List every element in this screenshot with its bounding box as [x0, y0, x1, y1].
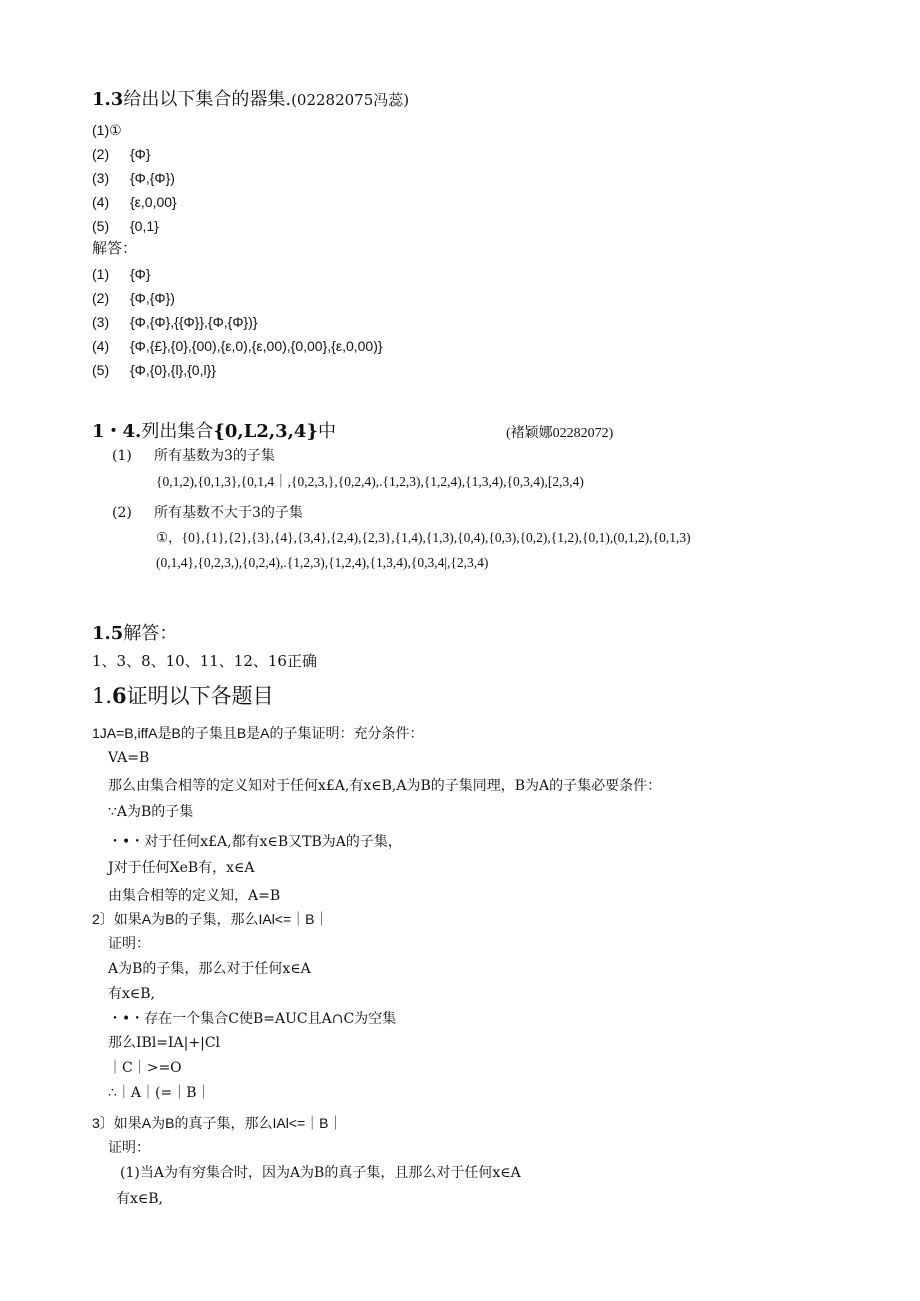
proof-line: 有x∈B, — [108, 986, 155, 1002]
proof-line: VA=B — [108, 750, 150, 766]
proof-line: 3〕如果A为B的真子集，那么IAl<=｜B｜ — [92, 1115, 343, 1131]
proof-line: 证明： — [108, 1140, 150, 1156]
subitem-1: (1) 所有基数为3的子集 — [112, 448, 275, 464]
proof-line: 有x∈B, — [116, 1191, 163, 1207]
question-item: (2) {Φ} — [92, 146, 151, 162]
proof-line: ∵A为B的子集 — [108, 804, 194, 820]
answer-item: (3) {Φ,{Φ},{{Φ}},{Φ,{Φ})} — [92, 314, 258, 330]
section-number: 1. — [92, 684, 113, 708]
proof-line: 2〕如果A为B的子集，那么IAl<=｜B｜ — [92, 911, 329, 927]
answer-item: (4) {Φ,{£},{0},{00),{ε,0),{ε,00),{0,00},{ε,0,00)} — [92, 338, 383, 354]
question-item: (4) {ε,0,00} — [92, 194, 177, 210]
question-item: (1)① — [92, 122, 122, 138]
subset-list: (0,1,4},{0,2,3,),{0,2,4),.{1,2,3),{1,2,4),{1,3,4),{0,3,4|,{2,3,4) — [156, 555, 489, 570]
section-1-5-body: 1、3、8、10、11、12、16正确 — [92, 652, 317, 670]
answer-item: (1) {Φ} — [92, 266, 151, 282]
section-author: (02282075冯蕊) — [291, 91, 410, 109]
section-number-bold: 6 — [112, 683, 127, 708]
section-1-3-title — [92, 90, 409, 111]
proof-line: ∴｜A｜(=｜B｜ — [108, 1085, 211, 1101]
section-title-text: 证明以下各题目 — [126, 684, 274, 708]
proof-line: 那么IBl=IA|+|Cl — [108, 1035, 221, 1051]
section-number: 1.5 — [92, 623, 124, 644]
question-item: (5) {0,1} — [92, 218, 159, 234]
answer-label: 解答： — [92, 239, 138, 257]
proof-line: ・•・存在一个集合C使B=AUC且A∩C为空集 — [108, 1011, 397, 1027]
proof-line: 由集合相等的定义知，A=B — [108, 888, 281, 904]
subset-list: {0,1,2),{0,1,3},{0,1,4｜,{0,2,3,},{0,2,4),.{1,2,3),{1,2,4),{1,3,4),{0,3,4),[2,3,4) — [156, 474, 584, 489]
proof-line: 1JA=B,iffA是B的子集且B是A的子集证明：充分条件： — [92, 725, 424, 741]
section-1-5-title — [92, 624, 177, 645]
proof-line: A为B的子集，那么对于任何x∈A — [108, 961, 311, 977]
answer-item: (2) {Φ,{Φ}) — [92, 290, 175, 306]
section-title-text: 解答： — [123, 623, 178, 644]
answer-item: (5) {Φ,{0},{l},{0,l}} — [92, 362, 216, 378]
question-item: (3) {Φ,{Φ}) — [92, 170, 175, 186]
section-number: 1・4. — [92, 421, 142, 442]
proof-line: ｜C｜>=O — [108, 1060, 182, 1076]
proof-line: 证明： — [108, 936, 150, 952]
proof-line: (1)当A为有穷集合时，因为A为B的真子集，且那么对于任何x∈A — [120, 1165, 521, 1181]
section-author: (褚颖娜02282072) — [506, 426, 614, 441]
subset-list: ①，{0},{1},{2},{3},{4},{3,4},{2,4),{2,3},{1,4),{1,3),{0,4),{0,3),{0,2),{1,2),{0,1),(0,1,2),{0,1,3) — [156, 530, 691, 545]
subitem-2: (2) 所有基数不大于3的子集 — [112, 505, 303, 521]
section-1-4-title — [92, 422, 336, 443]
section-title-set: {0,L2,3,4} — [213, 421, 319, 442]
section-title-text: 给出以下集合的器集. — [123, 89, 292, 110]
section-number: 1.3 — [92, 89, 124, 110]
section-title-tail: 中 — [318, 421, 337, 442]
proof-line: 那么由集合相等的定义知对于任何x£A,有x∈B,A为B的子集同理，B为A的子集必要条件： — [108, 778, 662, 794]
section-title-text: 列出集合 — [141, 421, 214, 442]
proof-line: ・•・对于任何x£A,都有x∈B又TB为A的子集， — [108, 834, 402, 850]
section-1-6-title — [92, 684, 274, 708]
proof-line: J对于任何XeB有，x∈A — [108, 860, 255, 876]
